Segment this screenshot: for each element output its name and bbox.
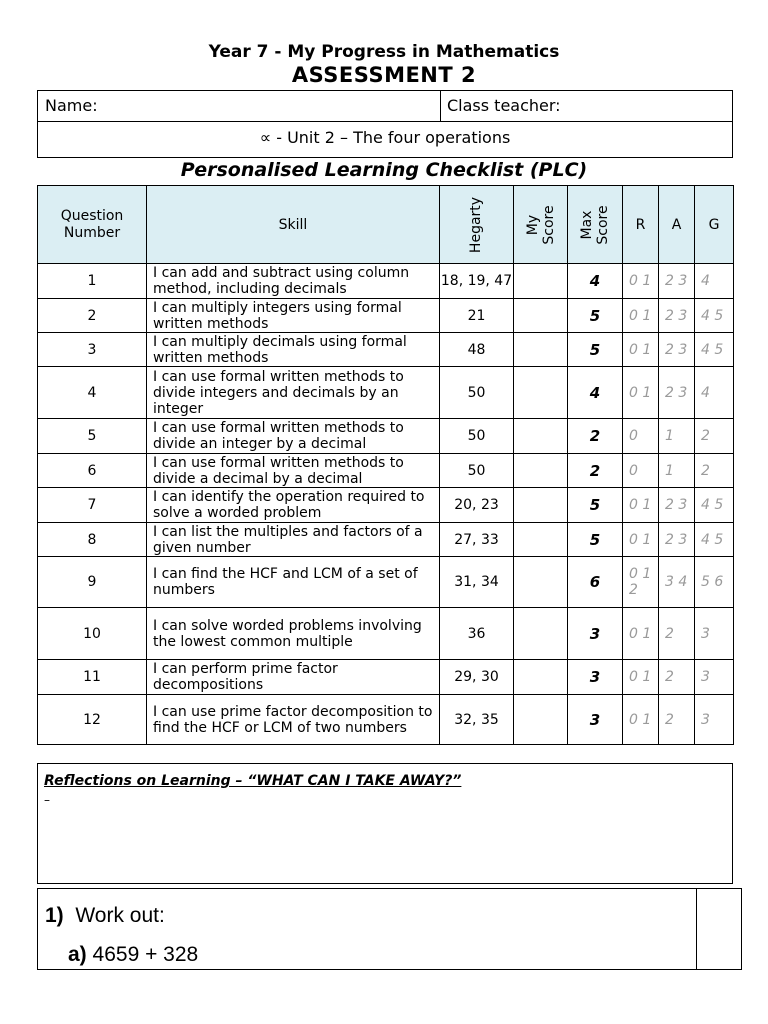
reflections-box[interactable] [37, 763, 733, 884]
hegarty-cell: 20, 23 [440, 488, 514, 523]
plc-body [38, 264, 734, 745]
question-number-cell: 2 [38, 299, 147, 333]
my-score-cell[interactable] [514, 695, 568, 745]
r-score-cell: 0 1 [623, 523, 659, 557]
r-score-cell: 0 1 [623, 660, 659, 695]
g-score-cell: 2 [695, 454, 734, 488]
skill-cell: I can list the multiples and factors of a given number [147, 523, 440, 557]
col-r: R [623, 186, 659, 264]
plc-row [38, 333, 734, 367]
g-score-cell: 4 [695, 264, 734, 299]
g-score-cell: 5 6 [695, 557, 734, 608]
skill-cell: I can find the HCF and LCM of a set of numbers [147, 557, 440, 608]
r-score-cell: 0 [623, 454, 659, 488]
col-my-score: My Score [514, 186, 568, 264]
plc-row [38, 264, 734, 299]
skill-cell: I can multiply decimals using formal written methods [147, 333, 440, 367]
col-max-score: Max Score [568, 186, 623, 264]
hegarty-cell: 36 [440, 608, 514, 660]
question-number: 1) [45, 904, 64, 927]
g-score-cell: 4 5 [695, 299, 734, 333]
my-score-cell[interactable] [514, 557, 568, 608]
max-score-cell: 2 [568, 419, 623, 454]
question-number-cell: 8 [38, 523, 147, 557]
assessment-title: ASSESSMENT 2 [291, 63, 477, 87]
plc-row [38, 523, 734, 557]
question-part-a [68, 943, 198, 967]
r-score-cell: 0 1 [623, 488, 659, 523]
skill-cell: I can use formal written methods to divide a decimal by a decimal [147, 454, 440, 488]
g-score-cell: 3 [695, 695, 734, 745]
col-a: A [659, 186, 695, 264]
g-score-cell: 3 [695, 608, 734, 660]
my-score-cell[interactable] [514, 523, 568, 557]
a-score-cell: 2 3 [659, 367, 695, 419]
skill-cell: I can solve worded problems involving the lowest common multiple [147, 608, 440, 660]
g-score-cell: 3 [695, 660, 734, 695]
document-title: Year 7 - My Progress in Mathematics [208, 42, 560, 62]
skill-cell: I can use formal written methods to divide integers and decimals by an integer [147, 367, 440, 419]
a-score-cell: 2 3 [659, 264, 695, 299]
plc-row [38, 419, 734, 454]
question-number-cell: 10 [38, 608, 147, 660]
hegarty-cell: 27, 33 [440, 523, 514, 557]
hegarty-cell: 21 [440, 299, 514, 333]
info-divider-horizontal [38, 121, 732, 122]
plc-row [38, 299, 734, 333]
r-score-cell: 0 1 [623, 299, 659, 333]
reflections-dash: – [44, 793, 50, 807]
plc-row [38, 557, 734, 608]
max-score-cell: 5 [568, 333, 623, 367]
a-score-cell: 1 [659, 454, 695, 488]
my-score-cell[interactable] [514, 488, 568, 523]
max-score-cell: 2 [568, 454, 623, 488]
question-number-cell: 9 [38, 557, 147, 608]
reflections-title: Reflections on Learning – “WHAT CAN I TAKE AWAY?” [44, 773, 462, 789]
my-score-cell[interactable] [514, 608, 568, 660]
skill-cell: I can perform prime factor decompositions [147, 660, 440, 695]
col-question-number: Question Number [38, 186, 147, 264]
my-score-cell[interactable] [514, 264, 568, 299]
max-score-cell: 4 [568, 367, 623, 419]
hegarty-cell: 50 [440, 454, 514, 488]
max-score-cell: 5 [568, 488, 623, 523]
g-score-cell: 4 5 [695, 333, 734, 367]
question-number-cell: 12 [38, 695, 147, 745]
a-score-cell: 2 3 [659, 299, 695, 333]
a-score-cell: 2 3 [659, 333, 695, 367]
g-score-cell: 4 5 [695, 523, 734, 557]
col-hegarty: Hegarty [440, 186, 514, 264]
r-score-cell: 0 1 2 [623, 557, 659, 608]
info-divider-vertical [440, 91, 441, 121]
my-score-cell[interactable] [514, 333, 568, 367]
r-score-cell: 0 1 [623, 695, 659, 745]
skill-cell: I can use formal written methods to divide an integer by a decimal [147, 419, 440, 454]
question-number-cell: 5 [38, 419, 147, 454]
skill-cell: I can add and subtract using column method, including decimals [147, 264, 440, 299]
plc-title: Personalised Learning Checklist (PLC) [180, 159, 588, 181]
max-score-cell: 6 [568, 557, 623, 608]
a-score-cell: 3 4 [659, 557, 695, 608]
question-number-cell: 6 [38, 454, 147, 488]
plc-row [38, 660, 734, 695]
hegarty-cell: 50 [440, 419, 514, 454]
col-g: G [695, 186, 734, 264]
my-score-cell[interactable] [514, 299, 568, 333]
a-score-cell: 1 [659, 419, 695, 454]
part-text: 4659 + 328 [92, 943, 199, 966]
plc-header-row [38, 186, 734, 264]
hegarty-cell: 29, 30 [440, 660, 514, 695]
col-skill: Skill [147, 186, 440, 264]
r-score-cell: 0 1 [623, 367, 659, 419]
question-heading [45, 904, 165, 928]
r-score-cell: 0 1 [623, 264, 659, 299]
question-prompt: Work out: [75, 904, 165, 927]
plc-row [38, 695, 734, 745]
g-score-cell: 4 [695, 367, 734, 419]
skill-cell: I can multiply integers using formal written methods [147, 299, 440, 333]
question-number-cell: 7 [38, 488, 147, 523]
skill-cell: I can identify the operation required to solve a worded problem [147, 488, 440, 523]
info-box [37, 90, 733, 158]
my-score-cell[interactable] [514, 454, 568, 488]
class-teacher-field-label[interactable]: Class teacher: [447, 96, 561, 115]
my-score-cell[interactable] [514, 419, 568, 454]
part-label: a) [68, 943, 87, 966]
max-score-cell: 3 [568, 695, 623, 745]
hegarty-cell: 31, 34 [440, 557, 514, 608]
question-number-cell: 11 [38, 660, 147, 695]
plc-table [37, 185, 734, 745]
g-score-cell: 4 5 [695, 488, 734, 523]
a-score-cell: 2 3 [659, 488, 695, 523]
max-score-cell: 3 [568, 608, 623, 660]
my-score-cell[interactable] [514, 367, 568, 419]
max-score-cell: 5 [568, 299, 623, 333]
question-number-cell: 3 [38, 333, 147, 367]
a-score-cell: 2 [659, 695, 695, 745]
my-score-cell[interactable] [514, 660, 568, 695]
name-field-label[interactable]: Name: [45, 96, 98, 115]
r-score-cell: 0 1 [623, 333, 659, 367]
question-box [37, 888, 742, 970]
hegarty-cell: 50 [440, 367, 514, 419]
plc-row [38, 367, 734, 419]
max-score-cell: 3 [568, 660, 623, 695]
a-score-cell: 2 [659, 660, 695, 695]
hegarty-cell: 18, 19, 47 [440, 264, 514, 299]
r-score-cell: 0 [623, 419, 659, 454]
unit-label: ∝ - Unit 2 – The four operations [259, 128, 511, 147]
plc-row [38, 608, 734, 660]
max-score-cell: 4 [568, 264, 623, 299]
question-number-cell: 1 [38, 264, 147, 299]
hegarty-cell: 32, 35 [440, 695, 514, 745]
r-score-cell: 0 1 [623, 608, 659, 660]
question-number-cell: 4 [38, 367, 147, 419]
skill-cell: I can use prime factor decomposition to find the HCF or LCM of two numbers [147, 695, 440, 745]
hegarty-cell: 48 [440, 333, 514, 367]
g-score-cell: 2 [695, 419, 734, 454]
plc-row [38, 488, 734, 523]
marks-column-divider [696, 889, 697, 969]
a-score-cell: 2 3 [659, 523, 695, 557]
max-score-cell: 5 [568, 523, 623, 557]
plc-row [38, 454, 734, 488]
a-score-cell: 2 [659, 608, 695, 660]
